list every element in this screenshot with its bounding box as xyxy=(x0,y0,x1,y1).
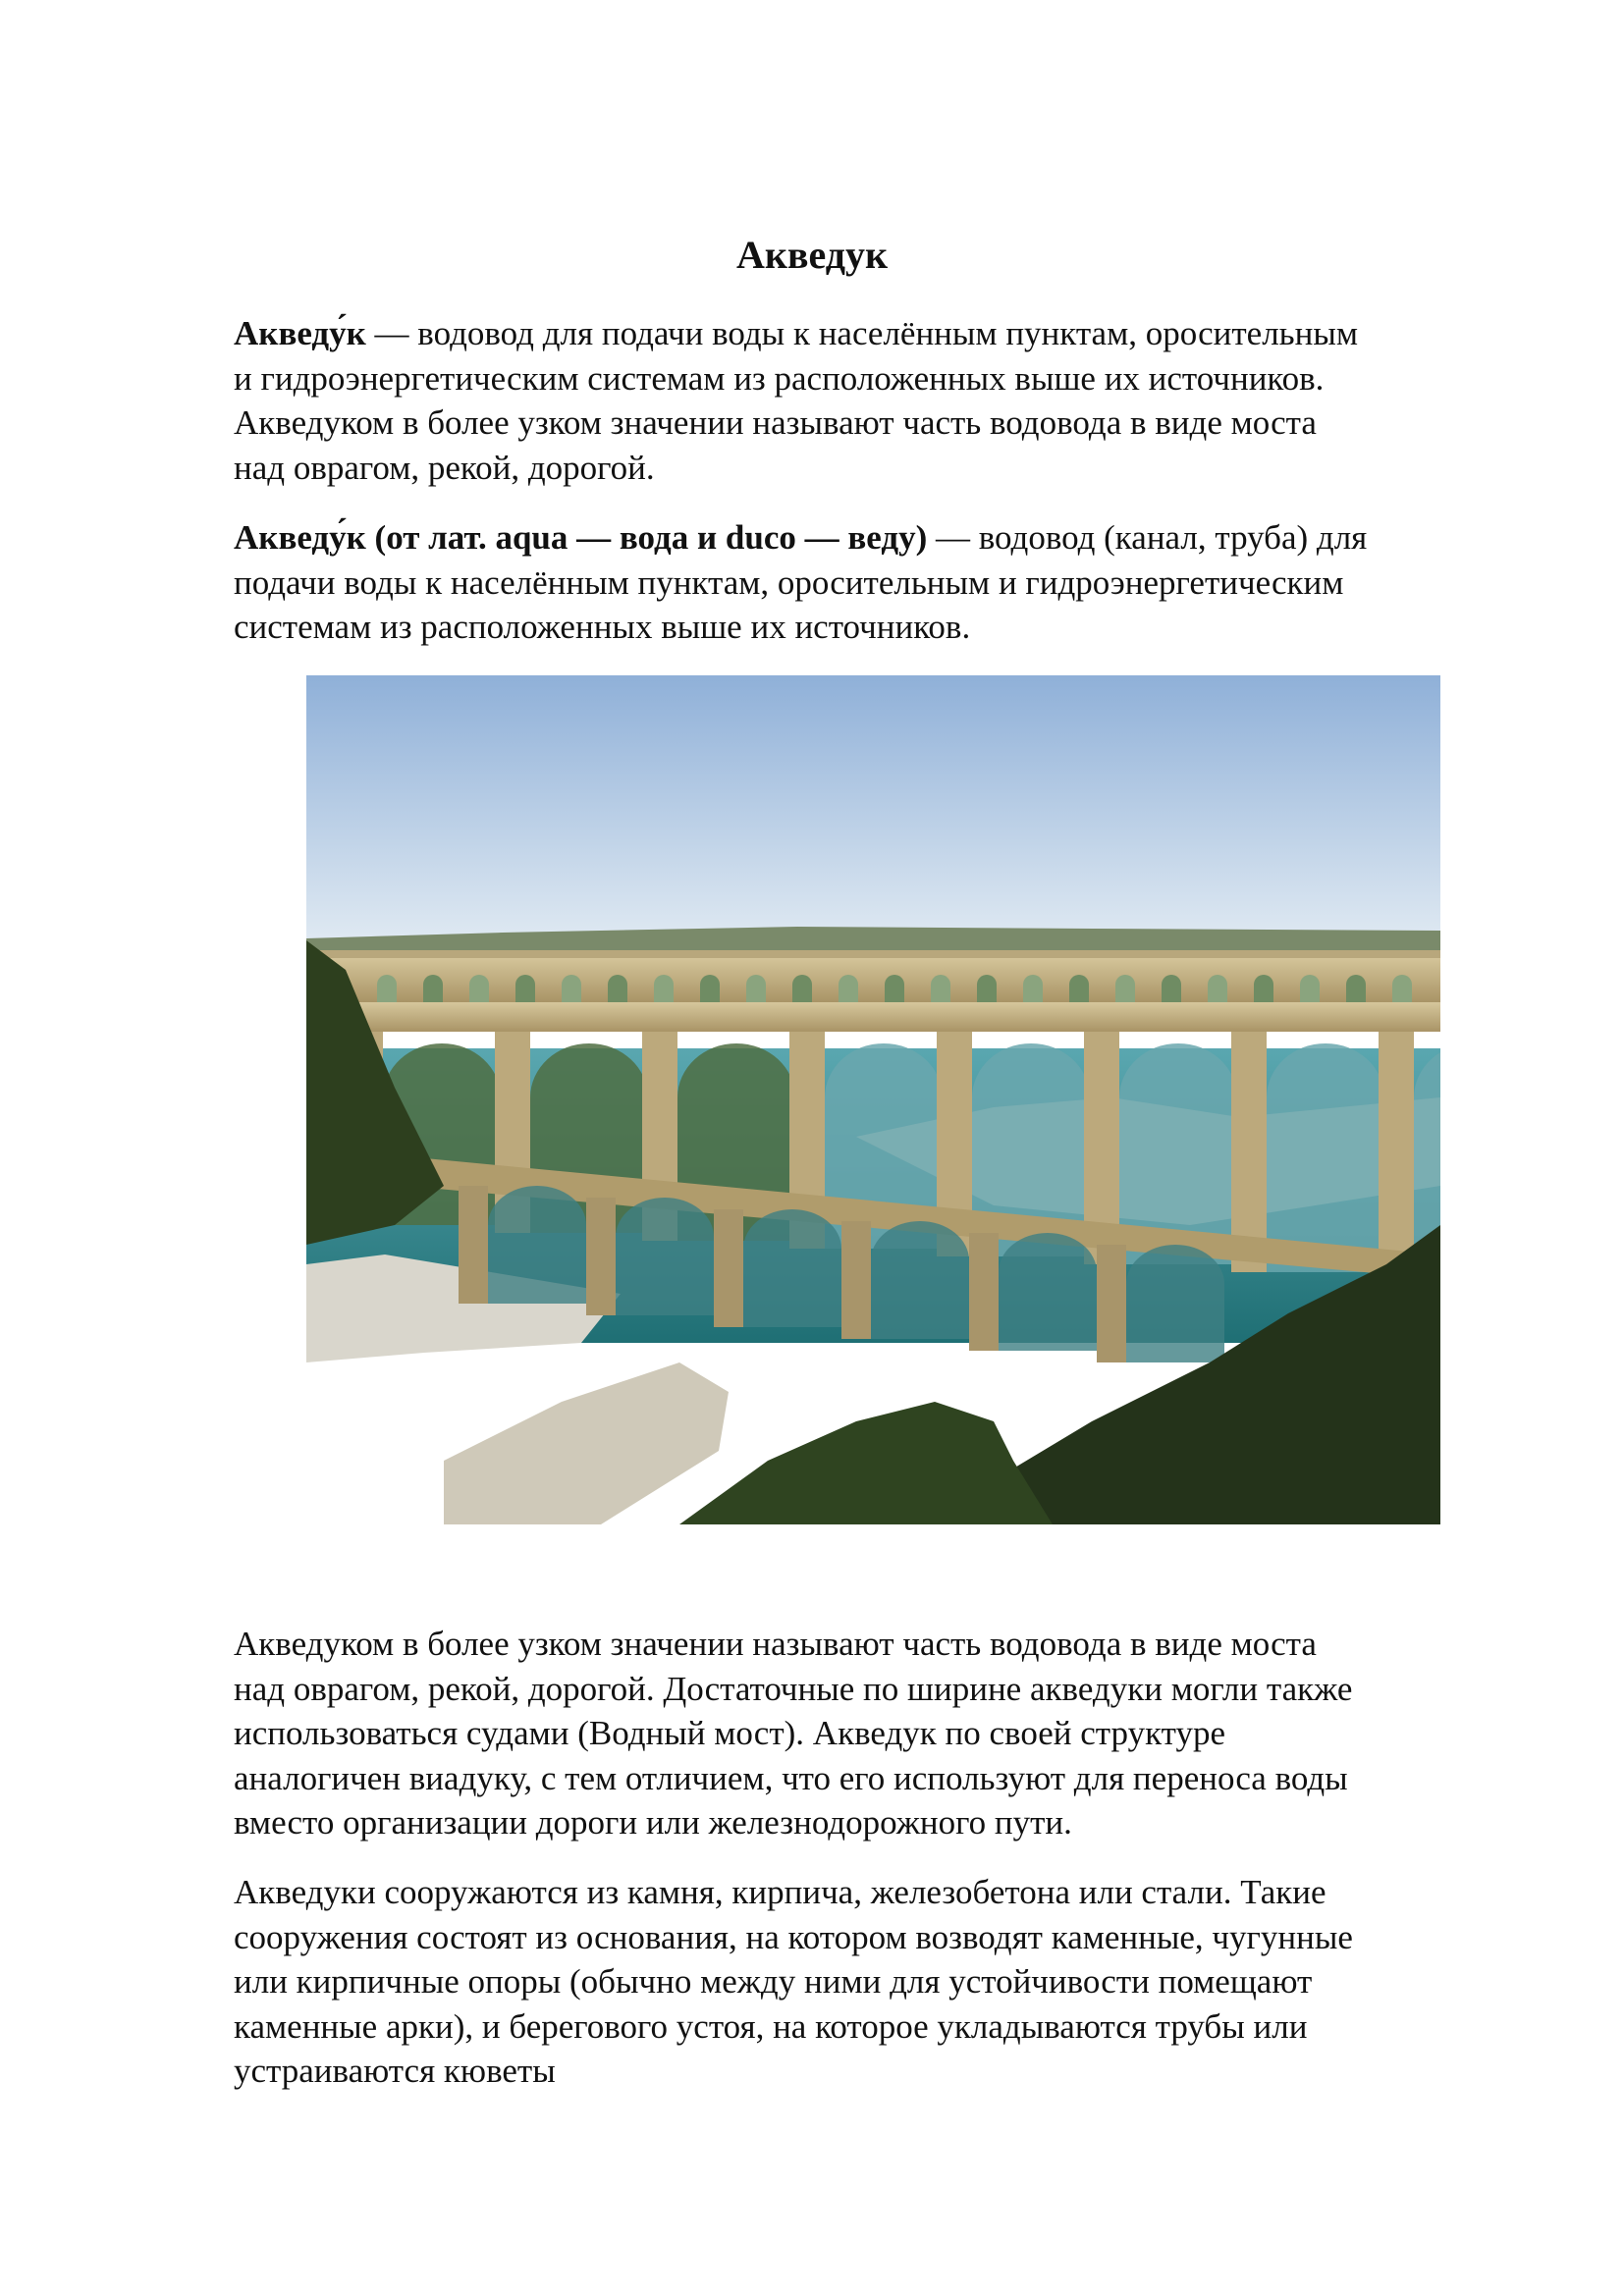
paragraph-line: системам из расположенных выше их источников. xyxy=(234,608,971,646)
foreground-rock xyxy=(444,1362,729,1524)
lower-pier xyxy=(714,1209,743,1327)
lower-pier xyxy=(459,1186,488,1304)
paragraph-definition xyxy=(234,311,1520,490)
small-arch xyxy=(839,975,858,1002)
small-arch xyxy=(700,975,720,1002)
lower-pier xyxy=(586,1198,616,1315)
aqueduct-photo xyxy=(306,675,1440,1524)
paragraph-line: над оврагом, рекой, дорогой. Достаточные по ширине акведуки могли также xyxy=(234,1669,1353,1708)
small-arch xyxy=(1162,975,1181,1002)
small-arch xyxy=(1208,975,1227,1002)
small-arch xyxy=(1300,975,1320,1002)
lower-arch xyxy=(871,1221,969,1339)
paragraph-line: аналогичен виадуку, с тем отличием, что его используют для переноса воды xyxy=(234,1758,1348,1797)
lower-pier xyxy=(1097,1245,1126,1362)
paragraph-bridge xyxy=(234,1622,1520,1845)
aqueduct-illustration xyxy=(306,675,1440,1524)
small-arch xyxy=(469,975,489,1002)
lower-pier xyxy=(841,1221,871,1339)
lower-pier xyxy=(969,1233,999,1351)
small-arch xyxy=(608,975,627,1002)
paragraph-line: каменные арки), и берегового устоя, на которое укладываются трубы или xyxy=(234,2006,1308,2046)
paragraph-line: Акведуки сооружаются из камня, кирпича, железобетона или стали. Такие xyxy=(234,1873,1326,1911)
paragraph-line: Акведуком в более узком значении называют часть водовода в виде моста xyxy=(234,403,1317,442)
small-arch xyxy=(515,975,535,1002)
paragraph-line: подачи воды к населённым пунктам, оросительным и гидроэнергетическим xyxy=(234,562,1344,602)
small-arch xyxy=(377,975,397,1002)
lower-arch xyxy=(1126,1245,1224,1362)
pier xyxy=(1379,1032,1414,1280)
lower-arch xyxy=(488,1186,586,1304)
term-bold: Акведу́к (от лат. aqua — вода и duco — веду) xyxy=(234,518,928,557)
small-arch xyxy=(792,975,812,1002)
middle-tier xyxy=(326,1002,1440,1032)
middle-arch xyxy=(1267,1043,1384,1272)
small-arch xyxy=(746,975,766,1002)
sky xyxy=(306,675,1440,940)
paragraph-line: использоваться судами (Водный мост). Акведук по своей структуре xyxy=(234,1714,1225,1752)
paragraph-line: Акведуком в более узком значении называют часть водовода в виде моста xyxy=(234,1625,1317,1663)
small-arch xyxy=(977,975,997,1002)
paragraph-line: или кирпичные опоры (обычно между ними для устойчивости помещают xyxy=(234,1962,1313,2001)
paragraph-text: — водовод для подачи воды к населённым пунктам, оросительным xyxy=(365,314,1359,352)
paragraph-line xyxy=(234,311,1520,356)
paragraph-line xyxy=(234,515,1520,561)
small-arch xyxy=(423,975,443,1002)
paragraph-text: — водовод (канал, труба) для xyxy=(927,518,1368,557)
small-arch xyxy=(1069,975,1089,1002)
paragraph-materials xyxy=(234,1870,1520,2094)
paragraph-etymology xyxy=(234,515,1520,650)
page-title: Акведук xyxy=(735,233,889,277)
lower-arch xyxy=(616,1198,714,1315)
paragraph-line: сооружения состоят из основания, на котором возводят каменные, чугунные xyxy=(234,1917,1353,1956)
small-arch xyxy=(1115,975,1135,1002)
small-arch xyxy=(654,975,674,1002)
paragraph-line: над оврагом, рекой, дорогой. xyxy=(234,448,655,487)
paragraph-line: вместо организации дороги или железнодорожного пути. xyxy=(234,1803,1072,1842)
term-bold: Акведу́к xyxy=(234,314,366,352)
small-arch xyxy=(1254,975,1273,1002)
paragraph-line: устраиваются кюветы xyxy=(234,2052,556,2090)
lower-arch xyxy=(999,1233,1097,1351)
lower-arch xyxy=(743,1209,841,1327)
small-arch xyxy=(562,975,581,1002)
small-arch xyxy=(931,975,950,1002)
small-arch xyxy=(1346,975,1366,1002)
small-arch xyxy=(885,975,904,1002)
small-arch xyxy=(1392,975,1412,1002)
small-arch xyxy=(1023,975,1043,1002)
paragraph-line: и гидроэнергетическим системам из расположенных выше их источников. xyxy=(234,358,1325,398)
